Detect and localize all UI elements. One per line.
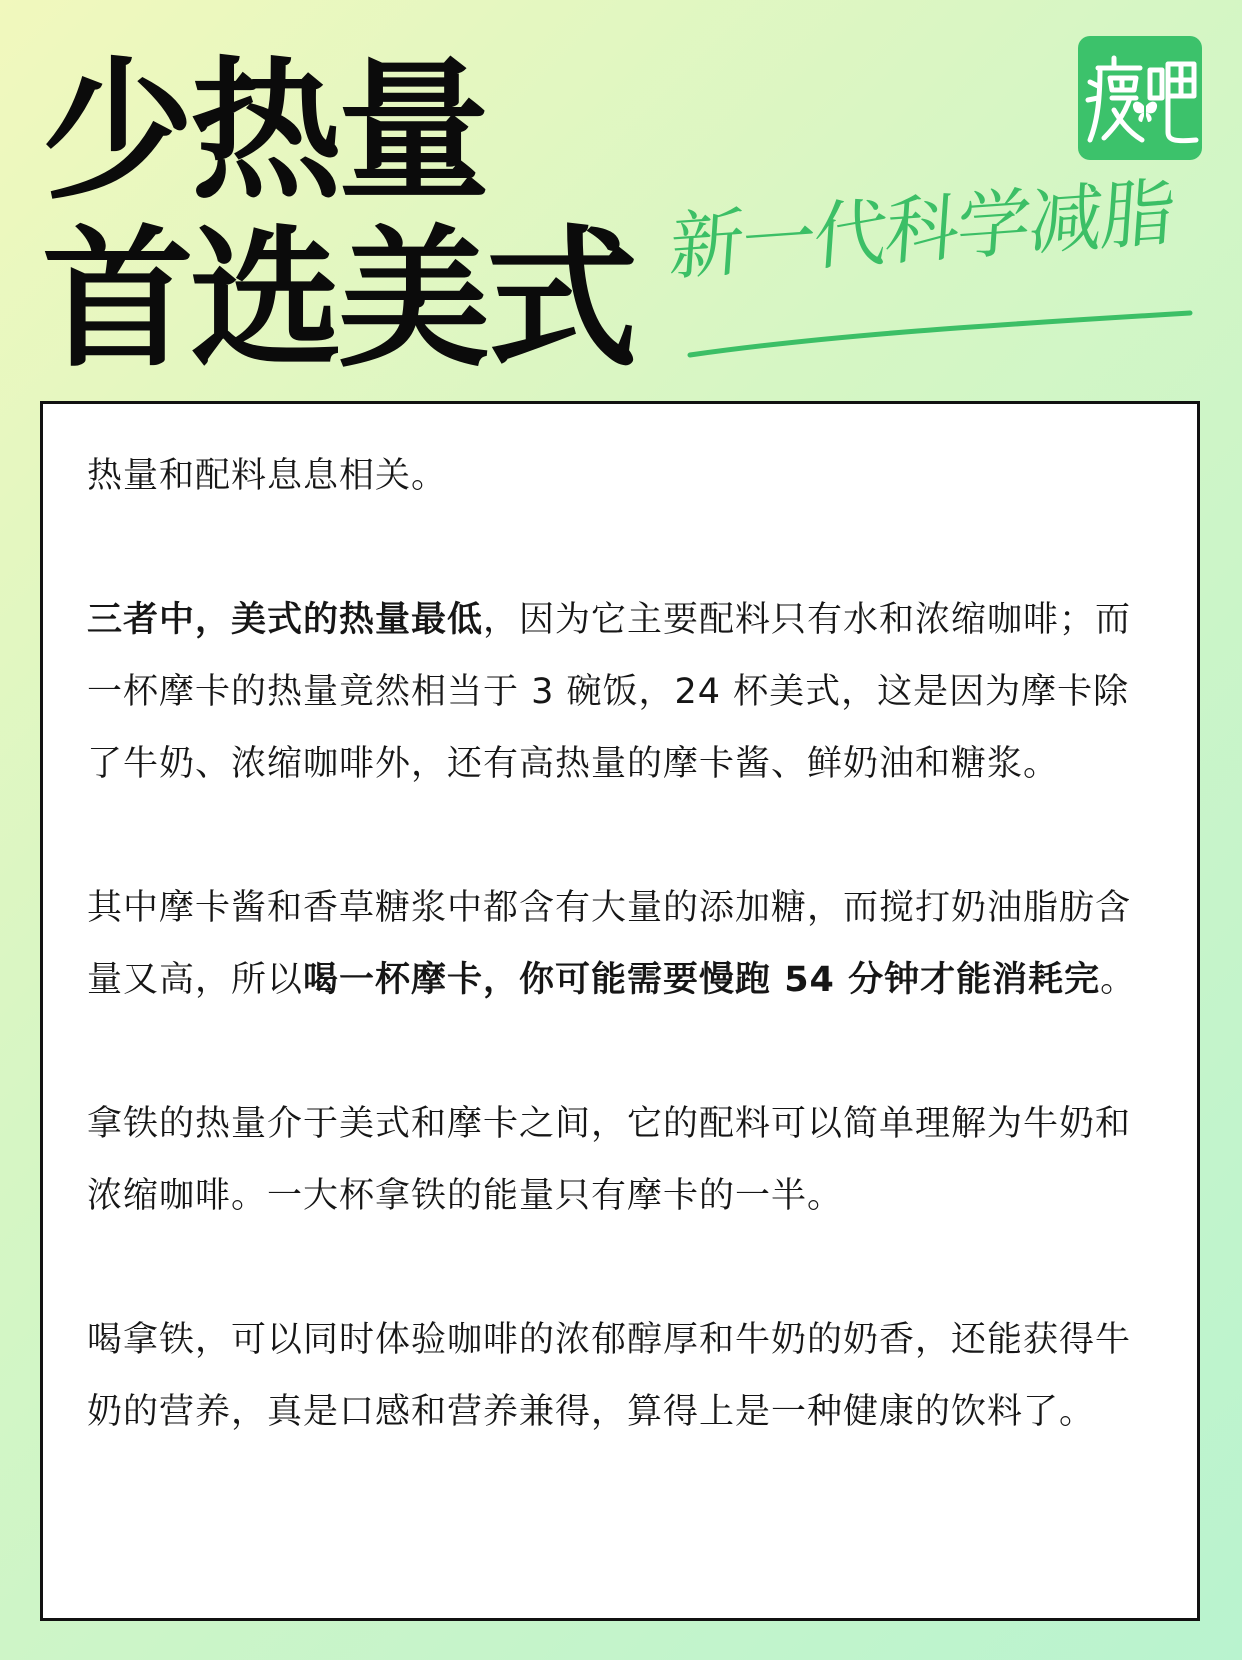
article-body: [87, 440, 1162, 1448]
paragraph-1: 热量和配料息息相关。: [87, 456, 448, 496]
butterfly-icon: [1133, 102, 1157, 122]
paragraph-3: [87, 872, 1162, 1016]
brand-logo: [1078, 36, 1202, 160]
paragraph-2: [87, 584, 1162, 800]
paragraph-4: 拿铁的热量介于美式和摩卡之间，它的配料可以简单理解为牛奶和浓缩咖啡。一大杯拿铁的能量只有摩卡的一半。: [87, 1104, 1132, 1216]
slogan: [666, 169, 1210, 365]
paragraph-3-end: 。: [1100, 960, 1137, 1000]
paragraph-2-text: ，因为它主要配料只有水和浓缩咖啡；而一杯摩卡的热量竟然相当于 3 碗饭，24 杯美式，这是因为摩卡除了牛奶、浓缩咖啡外，还有高热量的摩卡酱、鲜奶油和糖浆。: [87, 600, 1132, 784]
highlight-text: 三者中，美式的热量最低: [87, 600, 484, 640]
article-card: [40, 401, 1200, 1621]
slogan-text: 新一代科学减脂: [666, 169, 1176, 292]
highlight-text: 喝一杯摩卡，你可能需要慢跑 54 分钟才能消耗完: [303, 960, 1101, 1000]
logo-mark: [1078, 36, 1202, 160]
title-line-2: 首选美式: [42, 211, 634, 388]
slogan-underline: [670, 185, 1210, 365]
logo-text: [1078, 160, 1079, 161]
paragraph-5: 喝拿铁，可以同时体验咖啡的浓郁醇厚和牛奶的奶香，还能获得牛奶的营养，真是口感和营养兼得，算得上是一种健康的饮料了。: [87, 1320, 1132, 1432]
paragraph-3-text: 其中摩卡酱和香草糖浆中都含有大量的添加糖，而搅打奶油脂肪含量又高，所以: [87, 888, 1132, 1000]
title-line-1: 少热量: [42, 43, 486, 220]
page-title: [42, 43, 634, 388]
